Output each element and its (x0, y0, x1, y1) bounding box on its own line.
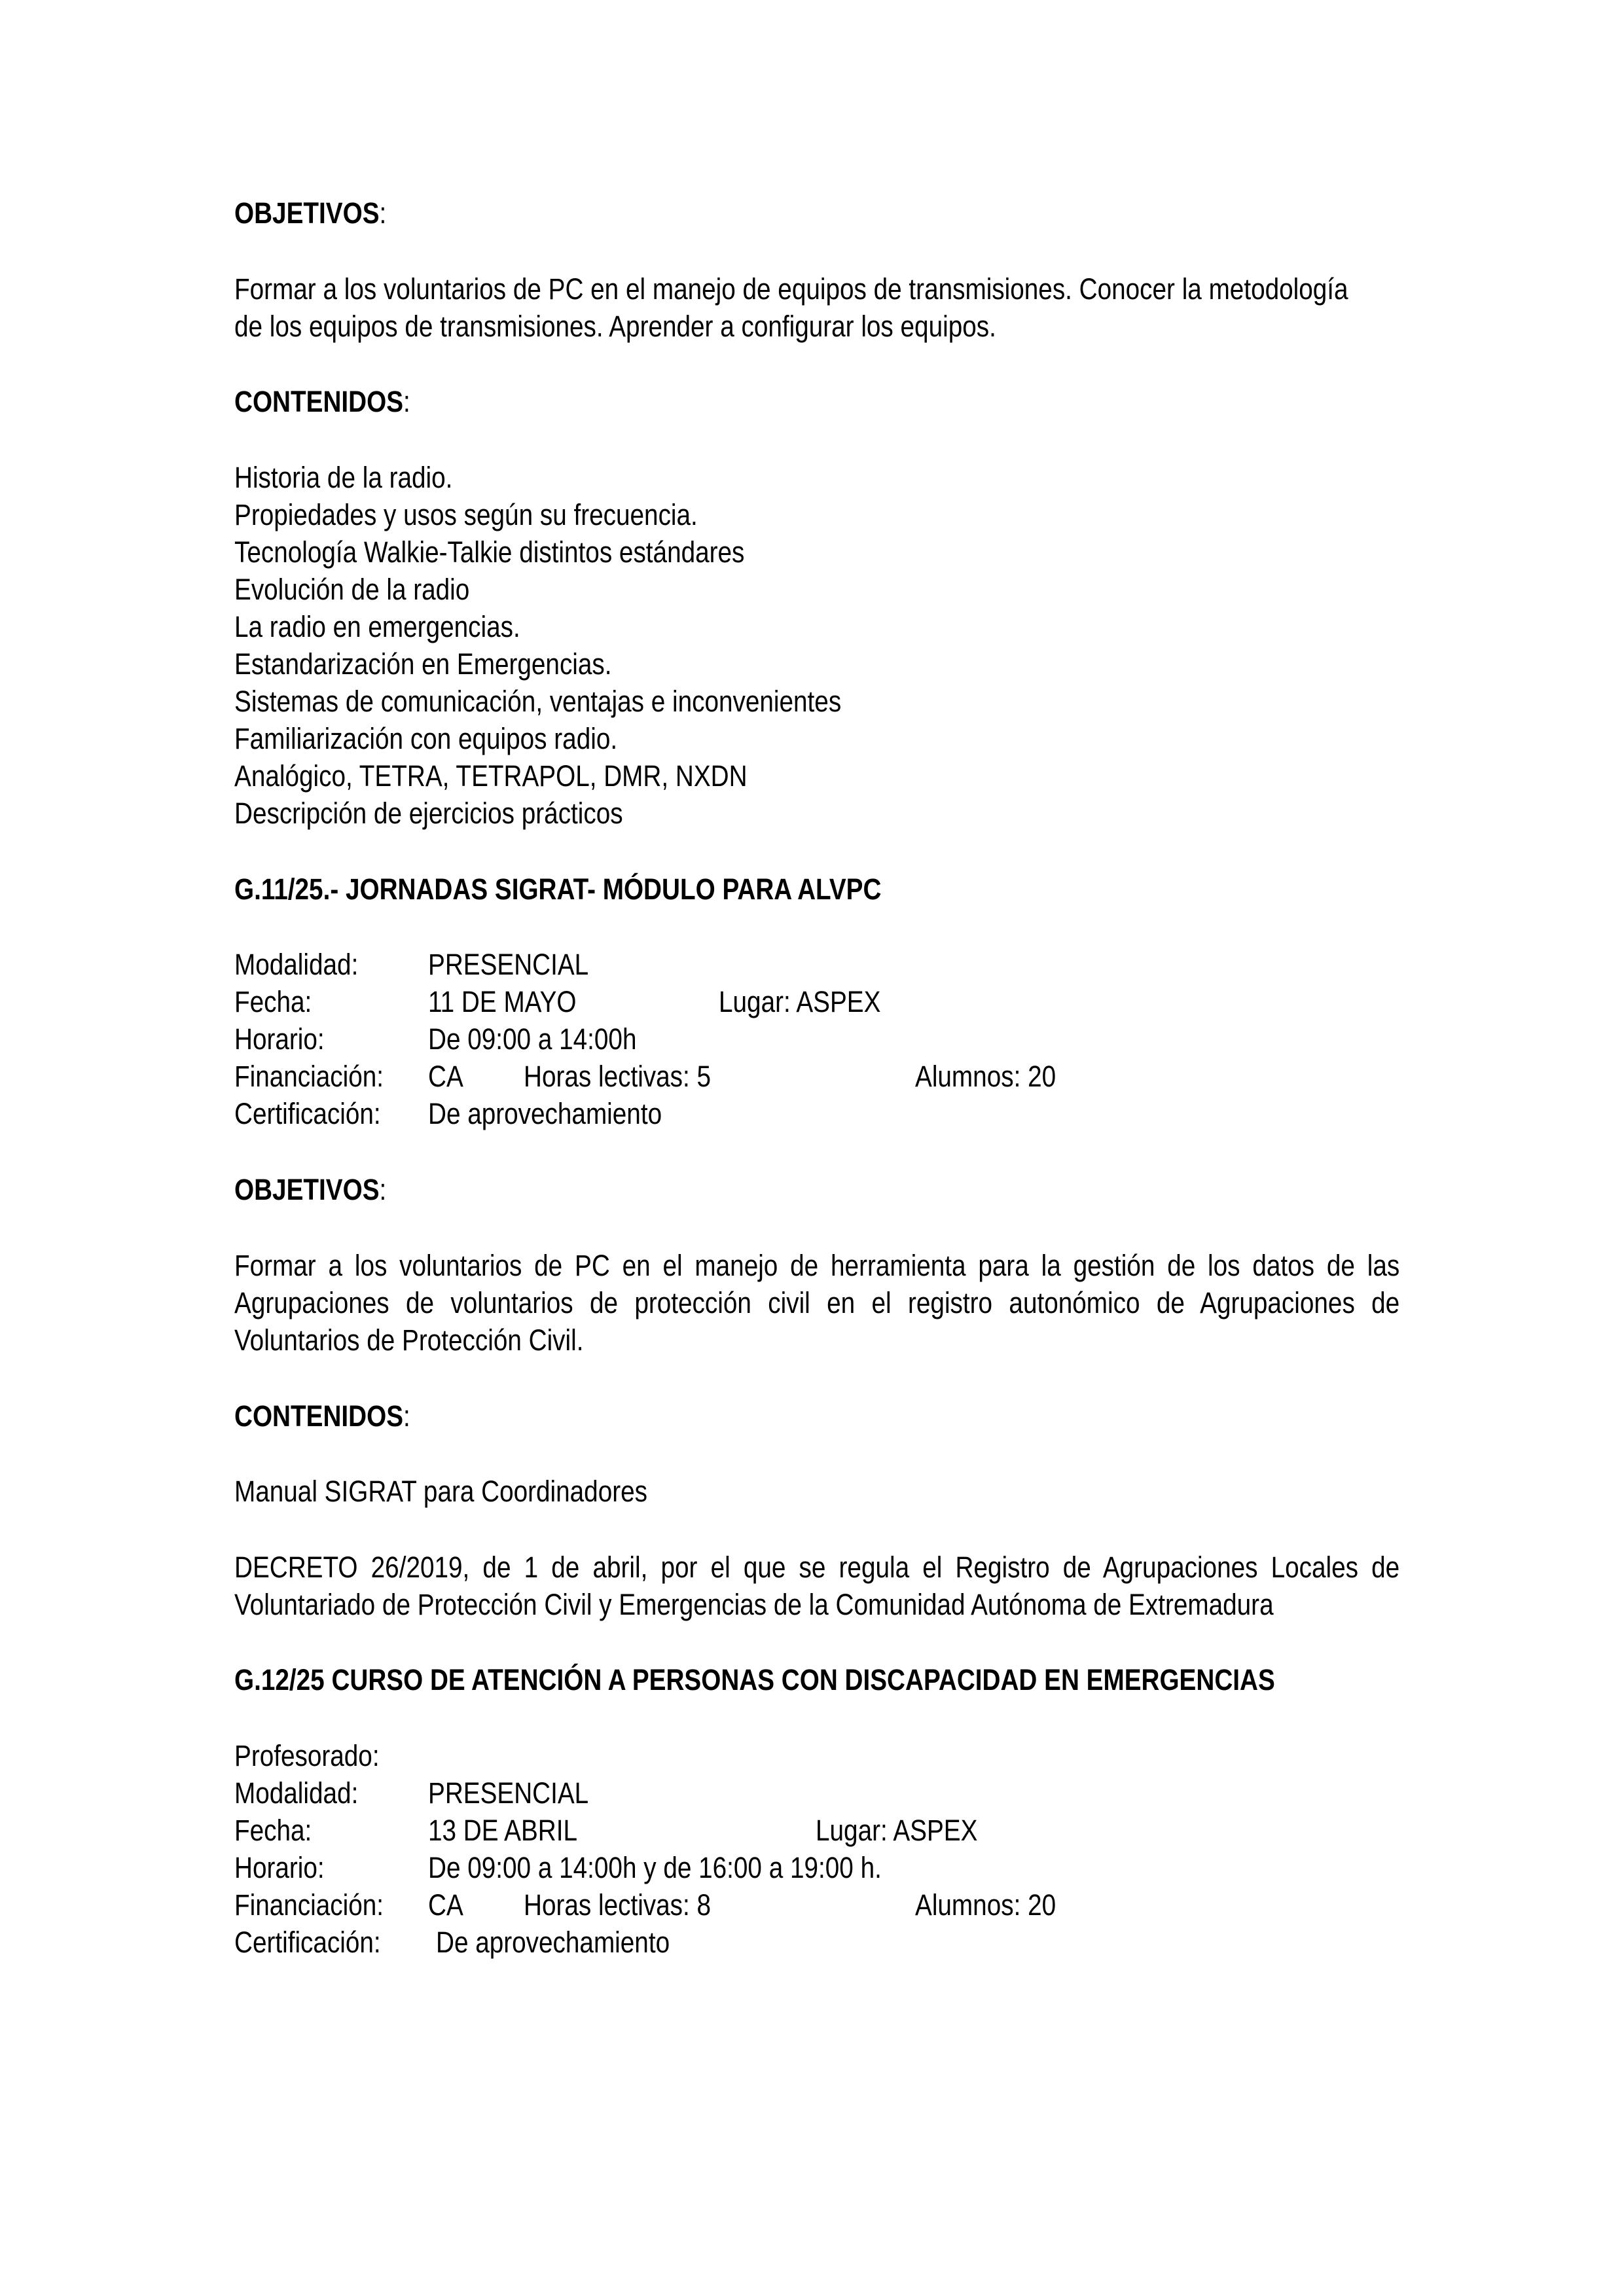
objetivos-text-line: Formar a los voluntarios de PC en el manejo de equipos de transmisiones. Conocer la metodología (234, 272, 1348, 306)
financiacion-value: CA (428, 1888, 463, 1922)
horario-label: Horario: (234, 1851, 325, 1884)
contenidos-item: La radio en emergencias. (234, 610, 520, 643)
horario-label: Horario: (234, 1022, 325, 1056)
colon: : (379, 1173, 387, 1206)
horas-lectivas: Horas lectivas: 8 (524, 1888, 712, 1922)
fecha-value: 13 DE ABRIL (428, 1814, 578, 1847)
financiacion-label: Financiación: (234, 1060, 384, 1093)
course-title-g12: G.12/25 CURSO DE ATENCIÓN A PERSONAS CON DISCAPACIDAD EN EMERGENCIAS (234, 1663, 1275, 1696)
certificacion-label: Certificación: (234, 1926, 381, 1959)
objetivos-heading-text: OBJETIVOS (234, 196, 380, 230)
horas-lectivas: Horas lectivas: 5 (524, 1060, 712, 1093)
fecha-value: 11 DE MAYO (428, 985, 577, 1018)
modalidad-label: Modalidad: (234, 1776, 359, 1810)
certificacion-value: De aprovechamiento (428, 1097, 662, 1130)
fecha-label: Fecha: (234, 1814, 312, 1847)
financiacion-label: Financiación: (234, 1888, 384, 1922)
contenidos-item: Analógico, TETRA, TETRAPOL, DMR, NXDN (234, 759, 748, 793)
modalidad-value: PRESENCIAL (428, 948, 589, 981)
contenidos-item: Descripción de ejercicios prácticos (234, 797, 623, 830)
contenidos-item: Manual SIGRAT para Coordinadores (234, 1475, 647, 1508)
contenidos-heading-1 (234, 384, 410, 420)
colon: : (403, 1399, 410, 1433)
objetivos-text-line: de los equipos de transmisiones. Aprender a configurar los equipos. (234, 310, 996, 343)
certificacion-label: Certificación: (234, 1097, 381, 1130)
contenidos-item: Sistemas de comunicación, ventajas e inconvenientes (234, 685, 842, 718)
modalidad-value: PRESENCIAL (428, 1776, 589, 1810)
modalidad-label: Modalidad: (234, 948, 359, 981)
contenidos-item: Estandarización en Emergencias. (234, 647, 612, 681)
contenidos-heading-2 (234, 1398, 410, 1435)
objetivos-text-line: Agrupaciones de voluntarios de protección civil en el registro autonómico de Agrupaciones de (234, 1286, 1400, 1319)
financiacion-value: CA (428, 1060, 463, 1093)
contenidos-item: Propiedades y usos según su frecuencia. (234, 498, 698, 531)
objetivos-heading-2 (234, 1172, 386, 1208)
objetivos-heading-text: OBJETIVOS (234, 1173, 380, 1206)
contenidos-item: Evolución de la radio (234, 573, 470, 606)
objetivos-text-line: Voluntarios de Protección Civil. (234, 1323, 584, 1357)
colon: : (403, 385, 410, 418)
horario-value: De 09:00 a 14:00h (428, 1022, 637, 1056)
decreto-line: Voluntariado de Protección Civil y Emergencias de la Comunidad Autónoma de Extremadura (234, 1588, 1274, 1621)
contenidos-item: Historia de la radio. (234, 461, 453, 494)
objetivos-text-line: Formar a los voluntarios de PC en el manejo de herramienta para la gestión de los datos de las (234, 1249, 1400, 1282)
profesorado-label: Profesorado: (234, 1739, 380, 1772)
contenidos-item: Tecnología Walkie-Talkie distintos estándares (234, 535, 745, 569)
fecha-label: Fecha: (234, 985, 312, 1018)
alumnos: Alumnos: 20 (915, 1060, 1056, 1093)
colon: : (379, 196, 387, 230)
contenidos-item: Familiarización con equipos radio. (234, 722, 618, 755)
course-title-g11: G.11/25.- JORNADAS SIGRAT- MÓDULO PARA ALVPC (234, 872, 882, 906)
decreto-line: DECRETO 26/2019, de 1 de abril, por el que se regula el Registro de Agrupaciones Locales de (234, 1551, 1400, 1584)
lugar-value: Lugar: ASPEX (719, 985, 881, 1018)
objetivos-heading-1 (234, 195, 386, 232)
certificacion-value: De aprovechamiento (436, 1926, 670, 1959)
contenidos-heading-text: CONTENIDOS (234, 385, 404, 418)
alumnos: Alumnos: 20 (915, 1888, 1056, 1922)
contenidos-heading-text: CONTENIDOS (234, 1399, 404, 1433)
lugar-value: Lugar: ASPEX (816, 1814, 978, 1847)
horario-value: De 09:00 a 14:00h y de 16:00 a 19:00 h. (428, 1851, 882, 1884)
